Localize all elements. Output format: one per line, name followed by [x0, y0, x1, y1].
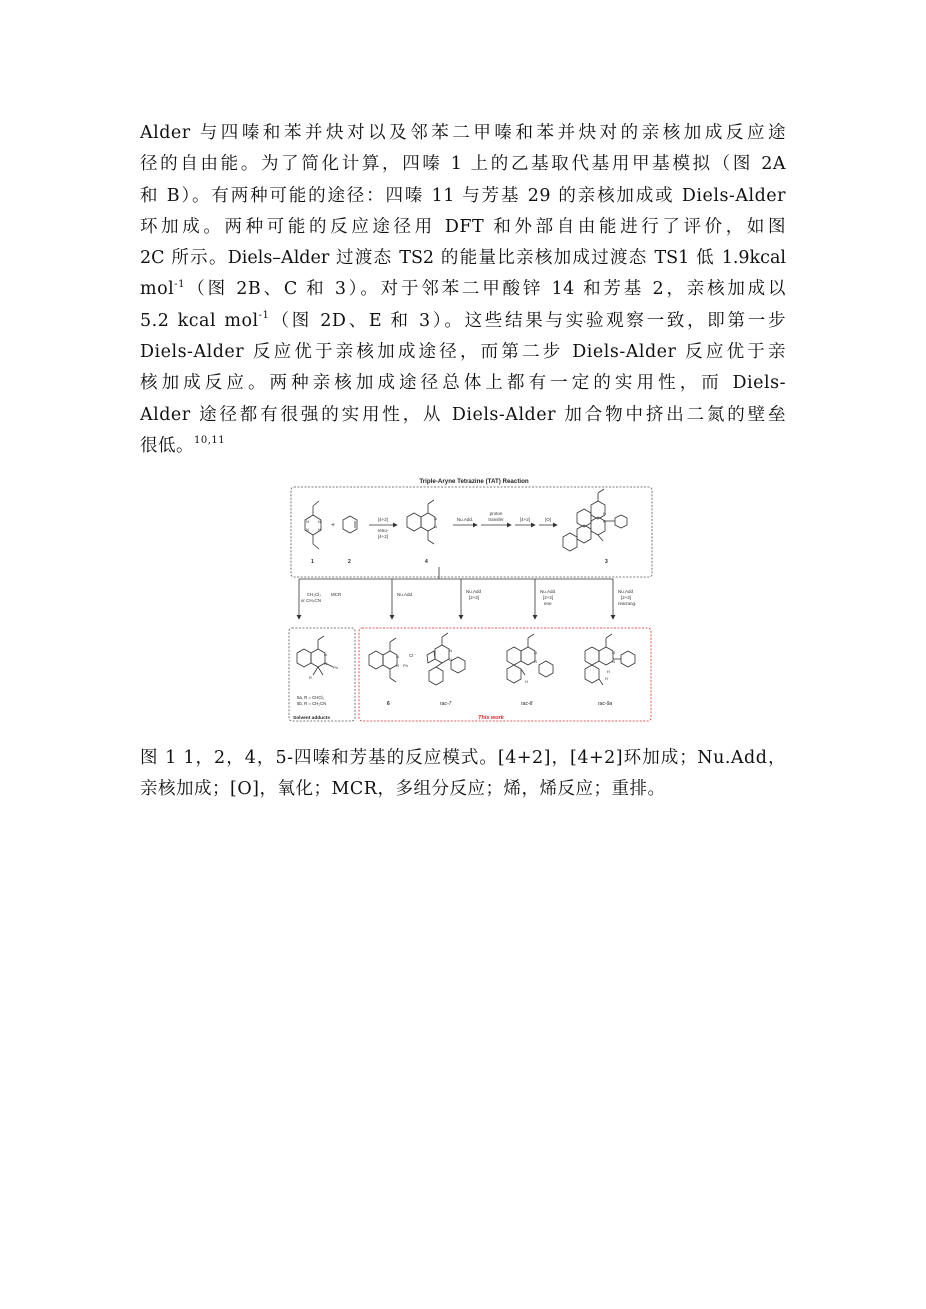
atom-n: N	[534, 650, 537, 655]
text-line: 核加成反应。两种亲核加成途径总体上都有一定的实用性，而 Diels-	[140, 373, 786, 394]
compound-6-salt	[369, 638, 397, 682]
this-work-label: This work	[478, 715, 504, 721]
atom-n: N	[396, 654, 399, 659]
branch-label: rearrang.	[618, 601, 637, 606]
compound-2-benzyne	[343, 516, 357, 533]
atom-n: N	[434, 516, 437, 521]
atom-n: N	[534, 659, 537, 664]
compound-rac-8	[507, 634, 553, 683]
reaction-scheme-svg	[285, 475, 655, 723]
branch-label: CH₂Cl₂	[306, 592, 321, 597]
compound-number: 2	[348, 559, 351, 565]
text-line: Alder 途径都有很强的实用性，从 Diels-Alder 加合物中挤出二氮的壁垒	[140, 404, 786, 425]
reaction-scheme-figure	[285, 475, 655, 723]
atom-n: N	[612, 650, 615, 655]
compound-5a-label: 5a, R = CHCl₂	[297, 695, 325, 700]
text-line: 2C 所示。Diels–Alder 过渡态 TS2 的能量比亲核加成过渡态 TS1 低 1.9kcal	[140, 248, 786, 269]
text-line: Alder 与四嗪和苯并炔对以及邻苯二甲嗪和苯并炔对的亲核加成反应途	[140, 123, 786, 143]
body-paragraph	[140, 118, 786, 462]
compound-5-solvent-adduct	[297, 636, 333, 675]
scheme-title: Triple-Aryne Tetrazine (TAT) Reaction	[419, 478, 529, 485]
atom-n: N	[324, 661, 327, 666]
atom-n: N	[434, 524, 437, 529]
arrow-label: [4+2]	[377, 534, 389, 539]
solvent-adducts-box	[289, 628, 355, 721]
compound-number: 1	[311, 559, 314, 565]
text-line: 环加成。两种可能的反应途径用 DFT 和外部自由能进行了评价，如图	[140, 216, 786, 237]
text-line: Diels-Alder 反应优于亲核加成途径，而第二步 Diels-Alder 反应优于亲	[140, 342, 786, 363]
atom-h: H	[607, 669, 610, 674]
compound-number: 3	[605, 559, 608, 565]
compound-number: rac-9a	[598, 701, 613, 707]
text-line: 很低。$^{10,11}$	[140, 435, 226, 456]
branch-label: ene	[544, 601, 552, 606]
atom-n: N	[306, 519, 309, 524]
compound-rac-9a	[585, 634, 635, 685]
branch-label: [2+2]	[543, 595, 554, 600]
figure-caption	[140, 743, 786, 806]
compound-number: 6	[387, 701, 390, 707]
branch-label: Nu.Add	[540, 589, 556, 594]
branch-label: Nu.Add.	[397, 592, 414, 597]
arrow-label: Nu.Add.	[456, 517, 474, 522]
branch-label: Nu.Add	[618, 589, 634, 594]
compound-number: rac-7	[440, 701, 452, 707]
branch-label: Nu.Add	[466, 589, 482, 594]
atom-n: N	[324, 652, 327, 657]
atom-n: N	[603, 511, 606, 516]
compound-3-polycycle	[563, 489, 627, 551]
arrow-label: [O]	[544, 517, 552, 522]
atom-h: H	[525, 679, 528, 684]
branch-label: MCR	[331, 592, 342, 597]
text-line: 5.2 kcal mol$^{-1}$（图 2D、E 和 3）。这些结果与实验观察一致，即第一步	[140, 309, 786, 331]
compound-number: 4	[425, 559, 428, 565]
arrow-label: retro-	[377, 528, 389, 533]
compound-5b-label: 5b, R = CH₂CN	[297, 701, 327, 706]
phenyl-label: Ph	[333, 665, 338, 670]
atom-n: N	[306, 527, 309, 532]
branch-label: or CH₃CN	[300, 598, 321, 603]
arrow-label: proton	[489, 511, 503, 516]
phenyl-label: Ph	[403, 663, 408, 668]
atom-n: N	[318, 527, 321, 532]
plus-sign: +	[331, 522, 336, 529]
compound-4-phthalazine	[407, 500, 435, 544]
arrow-label: transfer	[488, 517, 504, 522]
caption-line: 图 1 1，2，4，5-四嗪和芳基的反应模式。[4+2]，[4+2]环加成；Nu.Add，	[140, 748, 786, 768]
atom-n: N	[449, 657, 452, 662]
text-line: mol$^{-1}$（图 2B、C 和 3）。对于邻苯二甲酸锌 14 和芳基 2，亲核加成以	[140, 278, 786, 300]
compound-number: rac-8	[521, 701, 533, 707]
text-line: 和 B）。有两种可能的途径：四嗪 11 与芳基 29 的亲核加成或 Diels-Alder	[140, 185, 786, 206]
compound-rac-7	[427, 633, 465, 685]
caption-line: 亲核加成；[O]，氧化；MCR，多组分反应；烯，烯反应；重排。	[140, 779, 666, 800]
branch-label: [2+2]	[469, 595, 480, 600]
atom-n: N	[612, 659, 615, 664]
r-group-label: R	[309, 675, 312, 680]
atom-n: N	[318, 519, 321, 524]
this-work-box	[359, 628, 651, 721]
text-line: 径的自由能。为了简化计算，四嗪 1 上的乙基取代基用甲基模拟（图 2A	[140, 154, 786, 175]
atom-n: N	[396, 663, 399, 668]
atom-n: N	[603, 519, 606, 524]
atom-h: H	[605, 676, 608, 681]
compound-1-tetrazine	[305, 501, 321, 549]
solvent-adducts-heading: Solvent adducts	[293, 716, 331, 721]
arrow-label: [4+2]	[519, 517, 531, 522]
branch-label: [2+2]	[621, 595, 632, 600]
arrow-label: [4+2]	[377, 517, 389, 522]
atom-n: N	[449, 648, 452, 653]
chloride-label: Cl⁻	[409, 653, 416, 658]
